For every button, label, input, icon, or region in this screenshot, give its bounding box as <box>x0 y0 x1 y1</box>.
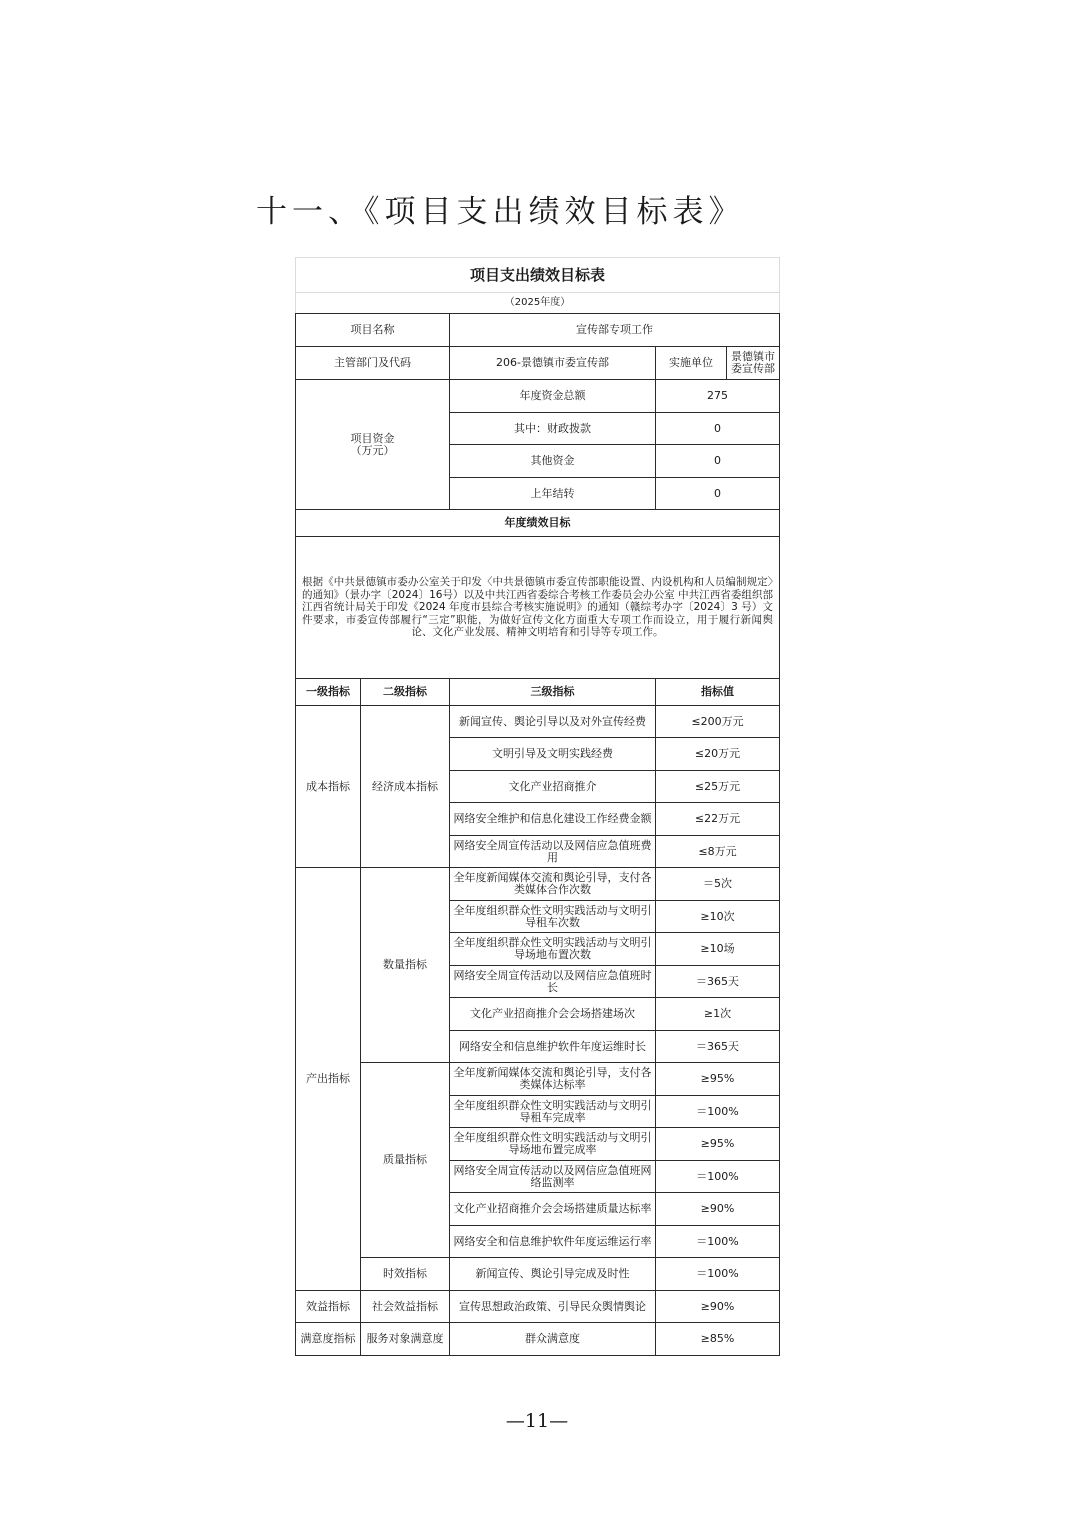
indicator-value: ＝5次 <box>656 868 780 901</box>
indicator-name: 宣传思想政治政策、引导民众舆情舆论 <box>450 1291 656 1323</box>
fund-label: 其中：财政拨款 <box>450 413 656 445</box>
fund-value: 275 <box>656 380 780 413</box>
indicator-name: 全年度组织群众性文明实践活动与文明引导租车次数 <box>450 901 656 933</box>
indicator-name: 全年度新闻媒体交流和舆论引导，支付各类媒体合作次数 <box>450 868 656 901</box>
l2-econ-cost: 经济成本指标 <box>361 706 450 868</box>
indicator-value: ＝365天 <box>656 1031 780 1063</box>
indicator-value: ≥1次 <box>656 998 780 1031</box>
annual-goal-text: 根据《中共景德镇市委办公室关于印发〈中共景德镇市委宣传部职能设置、内设机构和人员编制规定〉的通知》（景办字〔2024〕16号）以及中共江西省委综合考核工作委员会办公室 中共江西省委组织部 江西省统计局关于印发《2024 年度市县综合考核实施说明》的通知（赣综考办字〔2024〕3 号）文件要求，市委宣传部履行“三定”职能，为做好宣传文化方面重大专项工作而设立，用于履行新闻舆论、文化产业发展、精神文明培育和引导等专项工作。 <box>296 537 780 679</box>
indicator-name: 文化产业招商推介会会场搭建质量达标率 <box>450 1193 656 1226</box>
indicator-value: ≥95% <box>656 1063 780 1096</box>
project-name: 宣传部专项工作 <box>450 314 780 347</box>
l1-output: 产出指标 <box>296 868 361 1291</box>
indicator-name: 网络安全和信息维护软件年度运维运行率 <box>450 1226 656 1258</box>
fund-value: 0 <box>656 445 780 478</box>
l2-timeliness: 时效指标 <box>361 1258 450 1291</box>
indicator-value: ＝100% <box>656 1096 780 1128</box>
indicator-name: 网络安全和信息维护软件年度运维时长 <box>450 1031 656 1063</box>
indicator-name: 网络安全维护和信息化建设工作经费金额 <box>450 803 656 836</box>
indicator-name: 新闻宣传、舆论引导完成及时性 <box>450 1258 656 1291</box>
indicator-name: 网络安全周宣传活动以及网信应急值班时长 <box>450 966 656 998</box>
indicator-value: ＝365天 <box>656 966 780 998</box>
performance-goal-table <box>295 257 780 1356</box>
impl-cell <box>656 347 780 380</box>
indicator-value: ≥90% <box>656 1193 780 1226</box>
fund-value: 0 <box>656 478 780 510</box>
dept-code: 206-景德镇市委宣传部 <box>496 356 609 369</box>
indicator-name: 全年度新闻媒体交流和舆论引导，支付各类媒体达标率 <box>450 1063 656 1096</box>
project-name-label: 项目名称 <box>296 314 450 347</box>
indicator-name: 文化产业招商推介会会场搭建场次 <box>450 998 656 1031</box>
indicator-value: ＝100% <box>656 1161 780 1193</box>
section-heading: 十一、《项目支出绩效目标表》 <box>256 194 745 230</box>
indicator-value: ＝100% <box>656 1258 780 1291</box>
dept-value <box>450 347 656 380</box>
indicator-name: 全年度组织群众性文明实践活动与文明引导场地布置完成率 <box>450 1128 656 1161</box>
fund-value: 0 <box>656 413 780 445</box>
indicator-value: ≤8万元 <box>656 836 780 868</box>
l2-service: 服务对象满意度 <box>361 1323 450 1356</box>
indicator-value: ≥85% <box>656 1323 780 1356</box>
l1-cost: 成本指标 <box>296 706 361 868</box>
indicator-name: 网络安全周宣传活动以及网信应急值班费用 <box>450 836 656 868</box>
l2-social: 社会效益指标 <box>361 1291 450 1323</box>
indicator-value: ≥90% <box>656 1291 780 1323</box>
funds-label: 项目资金 （万元） <box>296 380 450 510</box>
fund-label: 上年结转 <box>450 478 656 510</box>
col-header-l2: 二级指标 <box>361 679 450 706</box>
fund-label: 其他资金 <box>450 445 656 478</box>
dept-label: 主管部门及代码 <box>296 347 450 380</box>
col-header-value: 指标值 <box>656 679 780 706</box>
indicator-name: 文明引导及文明实践经费 <box>450 738 656 771</box>
impl-label: 实施单位 <box>656 347 727 379</box>
page-number: —11— <box>505 1410 569 1432</box>
table-year: （2025年度） <box>296 293 780 314</box>
indicator-value: ≤25万元 <box>656 771 780 803</box>
l1-satisfaction: 满意度指标 <box>296 1323 361 1356</box>
indicator-value: ＝100% <box>656 1226 780 1258</box>
indicator-value: ≤200万元 <box>656 706 780 738</box>
fund-label: 年度资金总额 <box>450 380 656 413</box>
l1-benefit: 效益指标 <box>296 1291 361 1323</box>
indicator-name: 新闻宣传、舆论引导以及对外宣传经费 <box>450 706 656 738</box>
annual-goal-label: 年度绩效目标 <box>296 510 780 537</box>
indicator-name: 网络安全周宣传活动以及网信应急值班网络监测率 <box>450 1161 656 1193</box>
indicator-value: ≥95% <box>656 1128 780 1161</box>
impl-value: 景德镇市委宣传部 <box>731 350 775 375</box>
table-title: 项目支出绩效目标表 <box>296 258 780 293</box>
col-header-l1: 一级指标 <box>296 679 361 706</box>
indicator-value: ≥10场 <box>656 933 780 966</box>
indicator-name: 全年度组织群众性文明实践活动与文明引导租车完成率 <box>450 1096 656 1128</box>
indicator-value: ≤22万元 <box>656 803 780 836</box>
indicator-value: ≥10次 <box>656 901 780 933</box>
indicator-name: 全年度组织群众性文明实践活动与文明引导场地布置次数 <box>450 933 656 966</box>
indicator-name: 文化产业招商推介 <box>450 771 656 803</box>
col-header-l3: 三级指标 <box>450 679 656 706</box>
l2-quantity: 数量指标 <box>361 868 450 1063</box>
indicator-value: ≤20万元 <box>656 738 780 771</box>
l2-quality: 质量指标 <box>361 1063 450 1258</box>
indicator-name: 群众满意度 <box>450 1323 656 1356</box>
